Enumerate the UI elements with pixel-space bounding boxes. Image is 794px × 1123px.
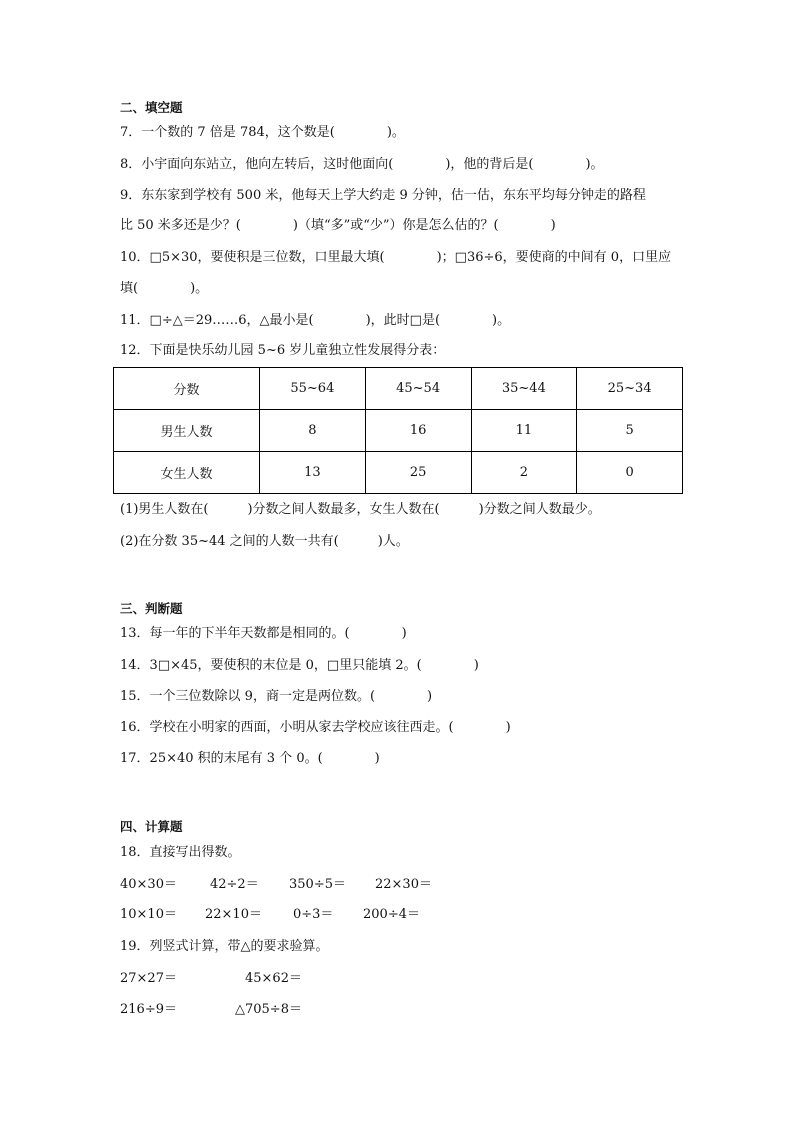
table-cell: 男生人数 [114, 410, 260, 452]
table-row [114, 452, 683, 494]
table-header-cell: 35~44 [471, 368, 577, 410]
table-header-cell: 分数 [114, 368, 260, 410]
question-9-line-1: 9．东东家到学校有 500 米，他每天上学大约走 9 分钟，估一估，东东平均每分钟走的路程 [120, 188, 646, 203]
table-cell: 13 [260, 452, 366, 494]
table-cell: 11 [471, 410, 577, 452]
question-11: 11．□÷△＝29……6，△最小是( )，此时□是( )。 [120, 313, 511, 328]
question-9-line-2: 比 50 米多还是少？( )（填“多”或“少”）你是怎么估的？( ) [120, 218, 556, 233]
score-table [113, 367, 683, 494]
question-7: 7．一个数的 7 倍是 784，这个数是( )。 [120, 125, 405, 140]
question-12: 12．下面是快乐幼儿园 5~6 岁儿童独立性发展得分表： [120, 343, 446, 358]
calc-item: 200÷4＝ [363, 907, 420, 922]
question-12-sub-2: (2)在分数 35~44 之间的人数一共有( )人。 [120, 534, 409, 549]
calc-item: 22×30＝ [375, 877, 432, 892]
calc-item: 350÷5＝ [289, 877, 346, 892]
table-cell: 8 [260, 410, 366, 452]
calc-item: 27×27＝ [120, 971, 177, 986]
section-heading-fill-blank: 二、填空题 [120, 100, 183, 115]
table-cell: 5 [577, 410, 683, 452]
table-header-cell: 45~54 [365, 368, 471, 410]
calc-item: 42÷2＝ [210, 877, 259, 892]
table-row [114, 410, 683, 452]
table-header-cell: 55~64 [260, 368, 366, 410]
table-header-row [114, 368, 683, 410]
calc-item: 45×62＝ [245, 971, 302, 986]
question-19: 19．列竖式计算，带△的要求验算。 [120, 939, 329, 954]
section-heading-calculation: 四、计算题 [120, 819, 183, 834]
question-10-line-2: 填( )。 [120, 281, 209, 296]
calc-item: 10×10＝ [120, 907, 177, 922]
question-10-line-1: 10．□5×30，要使积是三位数，口里最大填( )；□36÷6，要使商的中间有 0，口里应 [120, 250, 672, 265]
table-header-cell: 25~34 [577, 368, 683, 410]
table-cell: 0 [577, 452, 683, 494]
table-cell: 25 [365, 452, 471, 494]
table-cell: 女生人数 [114, 452, 260, 494]
calc-item: 22×10＝ [205, 907, 262, 922]
calc-item: 40×30＝ [120, 877, 177, 892]
calc-item: 216÷9＝ [120, 1002, 177, 1017]
question-12-sub-1: (1)男生人数在( )分数之间人数最多，女生人数在( )分数之间人数最少。 [120, 502, 601, 517]
question-16: 16．学校在小明家的西面，小明从家去学校应该往西走。( ) [120, 720, 511, 735]
section-heading-true-false: 三、判断题 [120, 601, 183, 616]
table-cell: 2 [471, 452, 577, 494]
calc-item: △705÷8＝ [235, 1002, 302, 1017]
question-13: 13．每一年的下半年天数都是相同的。( ) [120, 626, 407, 641]
question-18: 18．直接写出得数。 [120, 845, 241, 860]
calc-item: 0÷3＝ [293, 907, 334, 922]
question-15: 15．一个三位数除以 9，商一定是两位数。( ) [120, 689, 433, 704]
table-cell: 16 [365, 410, 471, 452]
question-14: 14．3□×45，要使积的末位是 0，□里只能填 2。( ) [120, 658, 479, 673]
question-17: 17．25×40 积的末尾有 3 个 0。( ) [120, 751, 380, 766]
question-8: 8．小宇面向东站立，他向左转后，这时他面向( )，他的背后是( )。 [120, 157, 604, 172]
